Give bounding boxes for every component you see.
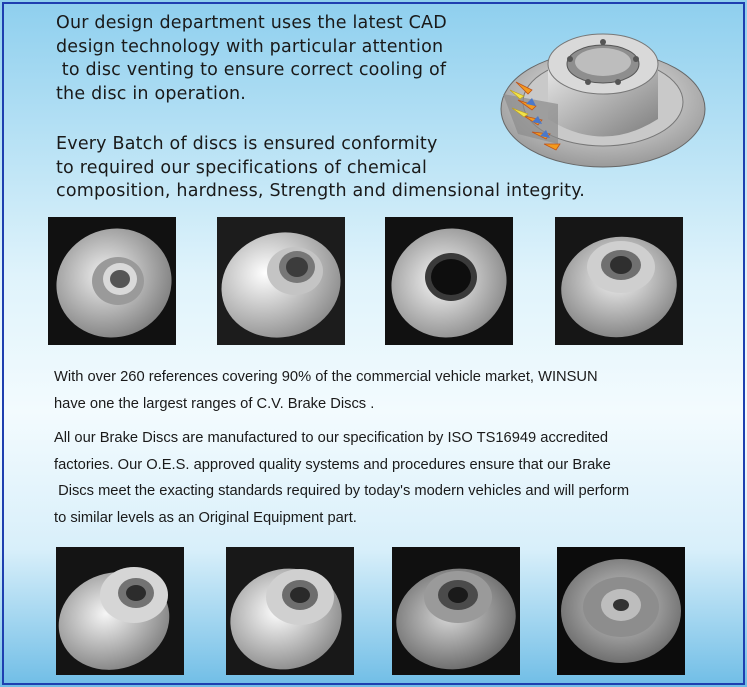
brake-disc-photo [48,217,176,345]
batch-line: Every Batch of discs is ensured conformity [56,134,438,154]
batch-line: composition, hardness, Strength and dimensional integrity. [56,181,586,201]
design-line: Our design department uses the latest CAD [56,13,447,33]
brake-disc-photo [557,547,685,675]
design-line: design technology with particular attention [56,36,444,57]
design-line: the disc in operation. [56,83,247,104]
range-line: have one the largest ranges of C.V. Brake Discs . [54,395,375,412]
brake-disc-photo [217,217,345,345]
range-line: With over 260 references covering 90% of the commercial vehicle market, WINSUN [54,369,598,385]
design-paragraph [56,12,447,106]
quality-line: All our Brake Discs are manufactured to our specification by ISO TS16949 accredited [54,430,609,446]
batch-line: to required our specifications of chemical [56,157,428,178]
design-line: to disc venting to ensure correct cooling of [56,60,447,80]
quality-line: to similar levels as an Original Equipment part. [54,509,357,526]
range-paragraph [54,364,598,417]
brake-disc-photo [392,547,520,675]
brake-disc-photo [385,217,513,345]
brake-disc-photo [56,547,184,675]
quality-line: factories. Our O.E.S. approved quality systems and procedures ensure that our Brake [54,456,611,473]
quality-line: Discs meet the exacting standards required by today's modern vehicles and will perform [54,483,630,499]
quality-paragraph [54,425,629,531]
brake-disc-photo [226,547,354,675]
batch-paragraph [56,133,585,204]
brake-disc-photo [555,217,683,345]
